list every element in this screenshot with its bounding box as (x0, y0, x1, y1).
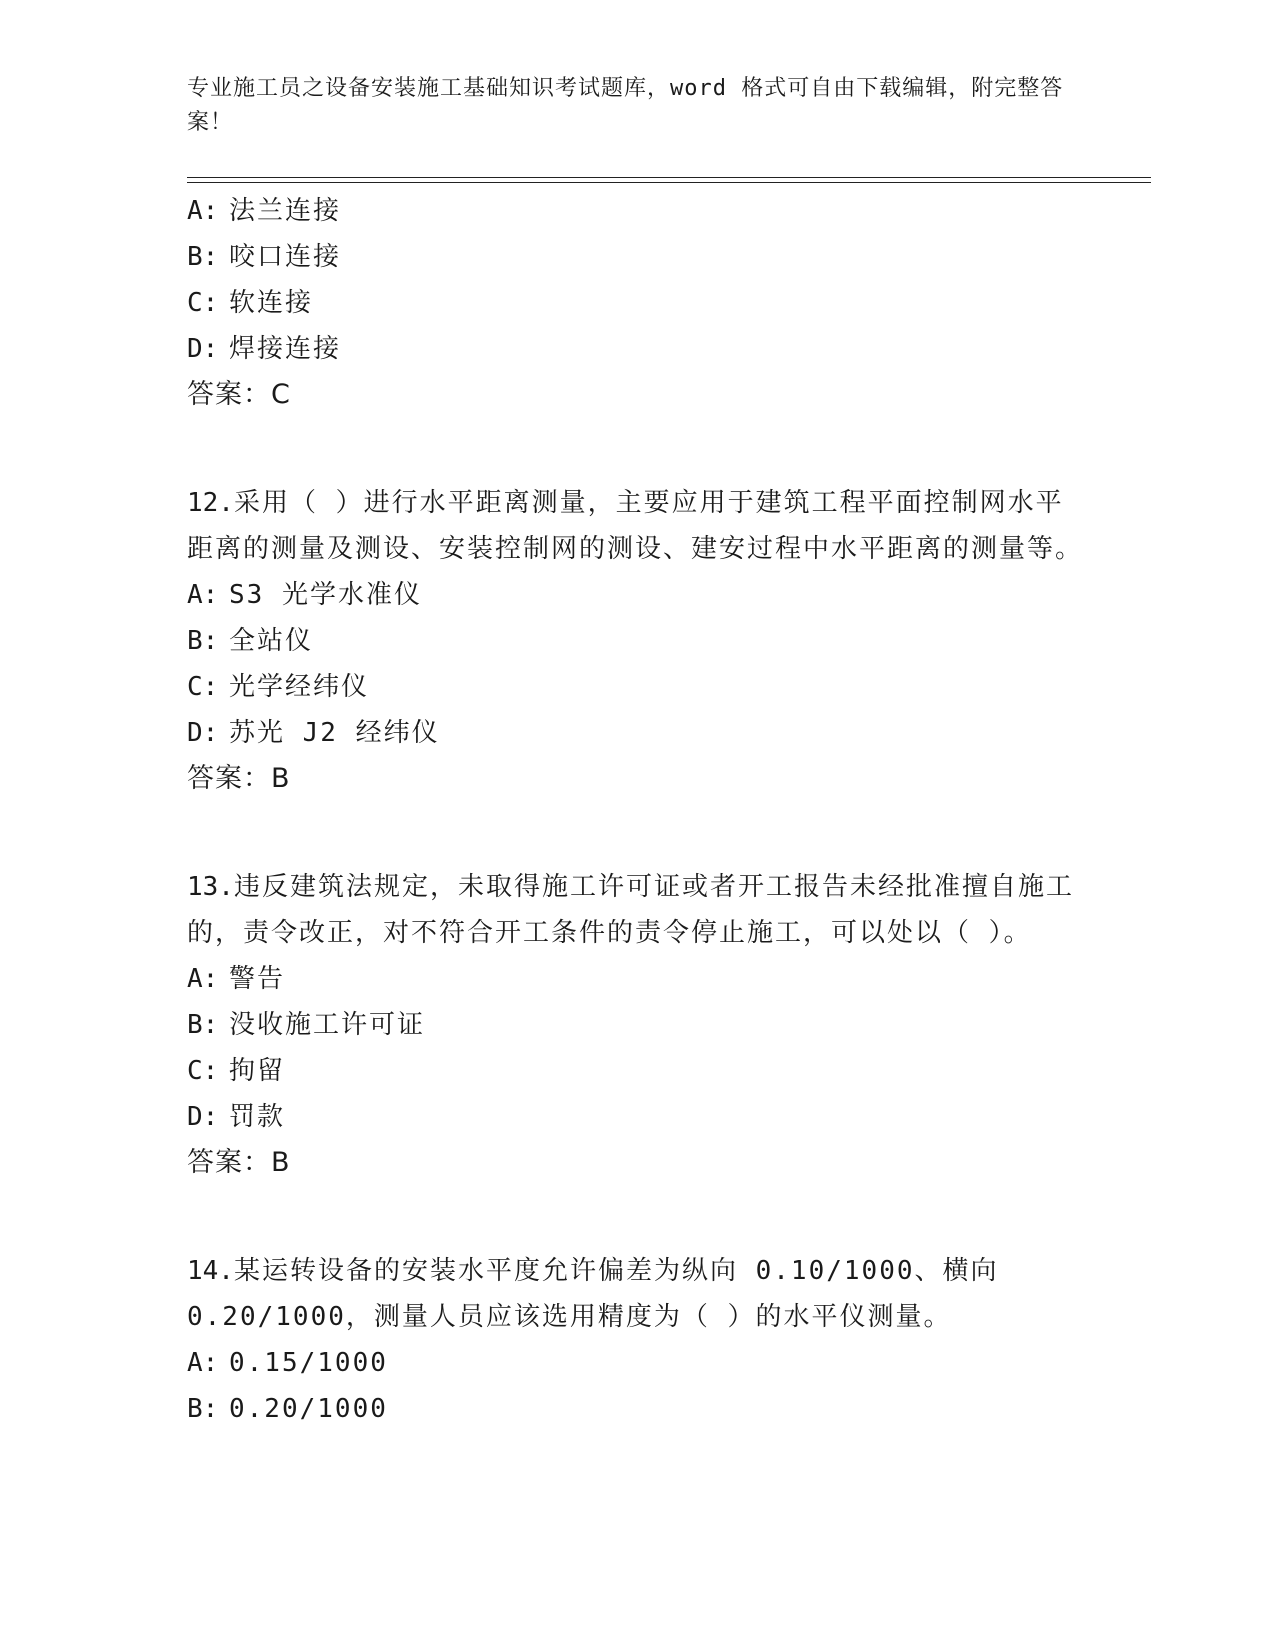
question-stem: 14.某运转设备的安装水平度允许偏差为纵向 0.10/1000、横向 0.20/1000，测量人员应该选用精度为（ ）的水平仪测量。 (187, 1256, 999, 1332)
option-a: A: 警告 (187, 964, 286, 994)
answer-line: 答案：B (187, 763, 291, 794)
option-c: C: 拘留 (187, 1056, 286, 1086)
header-divider-top (187, 177, 1151, 178)
option-b: B: 咬口连接 (187, 242, 342, 272)
question-12 (187, 480, 1087, 802)
question-13 (187, 864, 1087, 1186)
question-list (187, 188, 1087, 1432)
option-d: D: 焊接连接 (187, 334, 342, 364)
option-c: C: 光学经纬仪 (187, 672, 370, 702)
option-c: C: 软连接 (187, 288, 314, 318)
option-d: D: 苏光 J2 经纬仪 (187, 718, 440, 748)
header-divider-bottom (187, 182, 1151, 183)
question-stem: 12.采用（ ）进行水平距离测量，主要应用于建筑工程平面控制网水平距离的测量及测设、安装控制网的测设、建安过程中水平距离的测量等。 (187, 488, 1084, 564)
option-b: B: 全站仪 (187, 626, 314, 656)
option-a: A: S3 光学水准仪 (187, 580, 422, 610)
question-stem: 13.违反建筑法规定，未取得施工许可证或者开工报告未经批准擅自施工的，责令改正，对不符合开工条件的责令停止施工，可以处以（ ）。 (187, 872, 1074, 948)
option-b: B: 没收施工许可证 (187, 1010, 426, 1040)
option-d: D: 罚款 (187, 1102, 286, 1132)
option-a: A: 法兰连接 (187, 196, 342, 226)
option-b: B: 0.20/1000 (187, 1394, 388, 1424)
question-14 (187, 1248, 1087, 1432)
document-header: 专业施工员之设备安装施工基础知识考试题库，word 格式可自由下载编辑，附完整答案！ (187, 76, 1064, 135)
option-a: A: 0.15/1000 (187, 1348, 388, 1378)
answer-line: 答案：C (187, 379, 291, 410)
answer-line: 答案：B (187, 1147, 291, 1178)
question-11-options (187, 188, 1087, 418)
